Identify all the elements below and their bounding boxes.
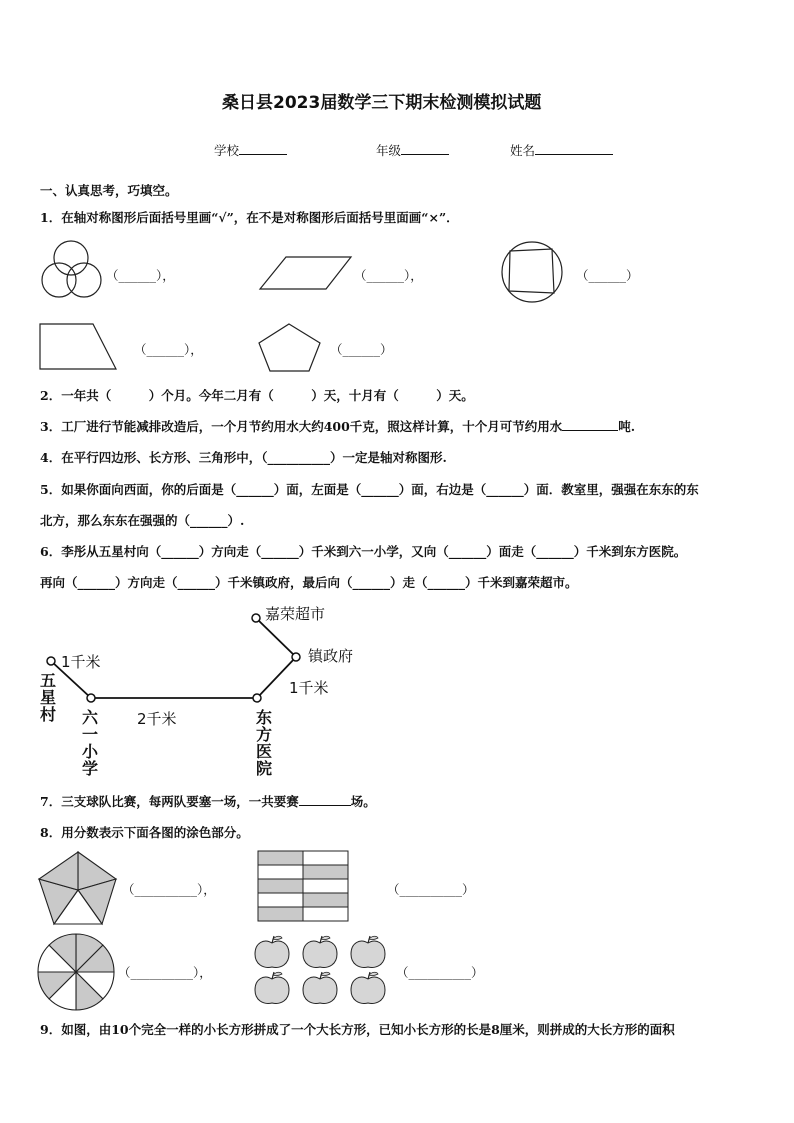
map-label-liuyi: 六一小学 xyxy=(81,708,98,778)
map-label-jiarong: 嘉荣超市 xyxy=(265,605,326,623)
question-6-line-1: 6．李彤从五星村向（______）方向走（______）千米到六一小学，又向（______）面走（______）千米到东方医院。 xyxy=(40,544,687,559)
q7-unit: 场。 xyxy=(350,794,376,809)
map-label-zhenzhengfu: 镇政府 xyxy=(308,647,354,665)
answer-blank[interactable]: （______）， xyxy=(354,268,423,283)
school-label: 学校 xyxy=(214,143,240,158)
answer-blank[interactable]: （______）， xyxy=(134,342,203,357)
map-label-wuxing: 五星村 xyxy=(39,671,56,724)
shaded-grid-figure xyxy=(257,850,349,924)
answer-blank[interactable]: （__________）， xyxy=(122,882,216,897)
shaded-pentagon-figure xyxy=(36,850,120,926)
question-7 xyxy=(40,792,376,810)
question-1: 1．在轴对称图形后面括号里画“√”，在不是对称图形后面括号里面画“×”． xyxy=(40,210,459,225)
map-label-distance: 1千米 xyxy=(289,679,329,697)
question-2: 2．一年共（ ）个月。今年二月有（ ）天，十月有（ ）天。 xyxy=(40,388,474,403)
question-5-line-1: 5．如果你面向西面，你的后面是（______）面，左面是（______）面，右边是（______）面．教室里，强强在东东的东 xyxy=(40,482,699,497)
name-label: 姓名 xyxy=(510,143,536,158)
map-label-dongfang: 东方医院 xyxy=(255,708,272,778)
answer-blank[interactable]: （__________） xyxy=(396,965,484,980)
q3-text: 3．工厂进行节能减排改造后，一个月节约用水大约400千克，照这样计算，十个月可节约用水 xyxy=(40,419,563,434)
answer-blank[interactable] xyxy=(299,793,351,806)
apples-figure xyxy=(252,933,392,1007)
map-label-distance: 2千米 xyxy=(137,710,177,728)
page-title: 桑日县2023届数学三下期末检测模拟试题 xyxy=(222,93,542,113)
grade-label: 年级 xyxy=(376,143,402,158)
section-heading: 一、认真思考，巧填空。 xyxy=(40,183,178,198)
answer-blank[interactable]: （__________） xyxy=(387,882,475,897)
question-4: 4．在平行四边形、长方形、三角形中，（__________）一定是轴对称图形. xyxy=(40,450,447,465)
shaded-circle-figure xyxy=(36,932,116,1012)
answer-blank[interactable]: （______）， xyxy=(106,268,175,283)
question-8: 8．用分数表示下面各图的涂色部分。 xyxy=(40,825,249,840)
answer-blank[interactable]: （______） xyxy=(330,342,393,357)
map-label-distance: 1千米 xyxy=(61,653,101,671)
question-9: 9．如图，由10个完全一样的小长方形拼成了一个大长方形，已知小长方形的长是8厘米，则拼成的大长方形的面积 xyxy=(40,1022,675,1037)
answer-blank[interactable]: （______） xyxy=(576,268,639,283)
question-6-line-2: 再向（______）方向走（______）千米镇政府，最后向（______）走（______）千米到嘉荣超市。 xyxy=(40,575,578,590)
q7-text: 7．三支球队比赛，每两队要塞一场，一共要赛 xyxy=(40,794,299,809)
q3-unit: 吨. xyxy=(618,419,636,434)
question-5-line-2: 北方，那么东东在强强的（______）. xyxy=(40,513,245,528)
answer-blank[interactable]: （__________）， xyxy=(118,965,212,980)
